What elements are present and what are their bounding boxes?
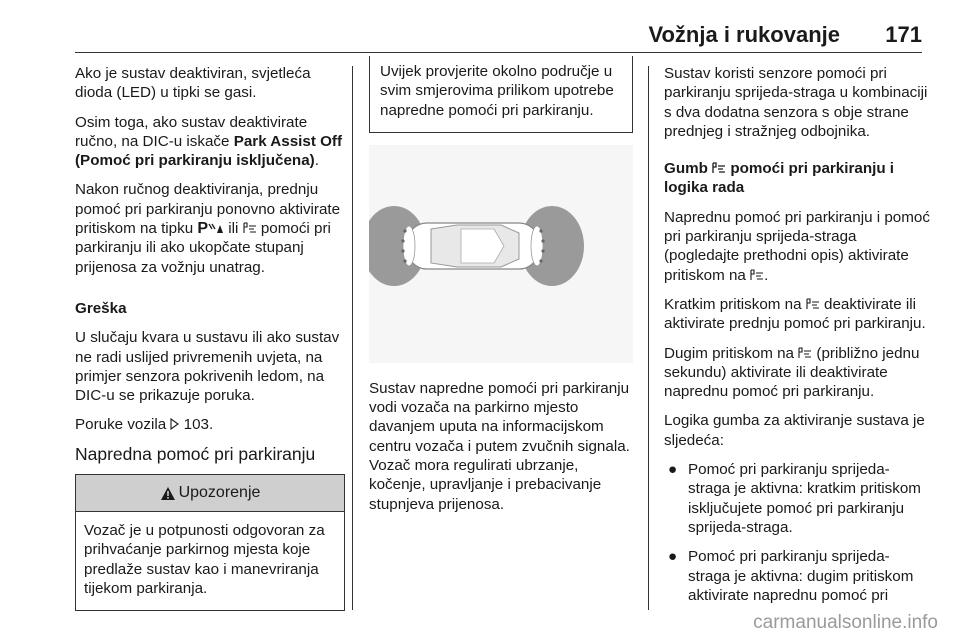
text: Kratkim pritiskom na xyxy=(664,295,806,313)
park-assist-icon xyxy=(806,298,820,310)
advanced-park-assist-description: Sustav napredne pomoći pri parkiranju vodi vozača na parkirno mjesto davanjem uputa na informacijskom centru vozača i putem zvučnih signala. Vozač mora regulirati ubrzanje, kočenje, upravljanje i prebacivanje stupnjeva prijenosa. xyxy=(369,379,630,513)
warning-text: Vozač je u potpunosti odgovoran za prihvaćanje parkirnog mjesta koje predlaže sustav kao i manevriranja tijekom parkiranja. xyxy=(84,522,325,597)
text: Osim toga, ako sustav deaktivirate ručno, na DIC-u iskače xyxy=(75,113,308,150)
text: pomoći pri parkiranju i logika rada xyxy=(664,160,895,197)
text: Poruke vozila xyxy=(75,416,171,434)
car-top-view-image xyxy=(369,145,633,363)
text: Gumb xyxy=(664,160,713,178)
sensors-paragraph: Sustav koristi senzore pomoći pri parkiranju sprijeda-straga u kombinaciji s dva dodatna senzora s obje strane prednjeg i stražnjeg odbojnika. xyxy=(664,65,928,140)
warning-header xyxy=(76,474,344,512)
error-paragraph: U slučaju kvara u sustavu ili ako sustav ne radi uslijed privremenih uvjeta, na primjer senzora pokrivenih ledom, na DIC-u se prikazuje poruka. xyxy=(75,329,340,405)
text: 103. xyxy=(183,416,214,434)
warning-box xyxy=(75,474,345,611)
text: Nakon ručnog deaktiviranja, prednju pomoć pri parkiranju ponovno aktivirate pritiskom na tipku xyxy=(75,181,341,238)
park-assist-icon xyxy=(798,347,812,359)
page-number: 171 xyxy=(885,22,922,47)
column-2 xyxy=(369,56,633,524)
activation-paragraph xyxy=(664,208,930,285)
list-item xyxy=(664,460,930,537)
caution-text: Uvijek provjerite okolno područje u svim smjerovima prilikom upotrebe napredne pomoći pri parkiranju. xyxy=(380,63,614,119)
park-assist-off-message: Park Assist Off (Pomoć pri parkiranju isključena) xyxy=(75,132,343,170)
park-assist-icon xyxy=(243,222,257,234)
long-press-paragraph xyxy=(664,344,930,402)
column-1 xyxy=(75,64,345,611)
vehicle-messages-ref xyxy=(75,415,345,434)
logic-intro-paragraph: Logika gumba za aktiviranje sustava je sljedeća: xyxy=(664,412,925,449)
error-heading: Greška xyxy=(75,299,127,317)
page-header xyxy=(0,0,960,58)
list-item xyxy=(664,547,930,605)
section-heading: Napredna pomoć pri parkiranju xyxy=(75,443,316,464)
header-rule xyxy=(75,52,922,53)
watermark: carmanualsonline.info xyxy=(753,612,938,633)
text: (približno jednu sekundu) aktivirate ili deaktivirate naprednu pomoć pri parkiranju. xyxy=(664,344,920,401)
car-sensor-illustration xyxy=(369,145,633,363)
text: deaktivirate ili aktivirate prednju pomoć pri parkiranju. xyxy=(664,295,926,333)
column-divider-2 xyxy=(648,66,649,610)
page-ref-icon xyxy=(170,418,179,430)
park-assist-icon xyxy=(712,162,726,174)
dic-message-paragraph xyxy=(75,113,345,171)
button-logic-heading xyxy=(664,159,930,198)
led-off-paragraph: Ako je sustav deaktiviran, svjetleća dioda (LED) u tipki se gasi. xyxy=(75,65,311,102)
text: . xyxy=(764,266,769,284)
column-3 xyxy=(664,64,930,615)
caution-box xyxy=(369,56,633,133)
warning-triangle-icon xyxy=(160,486,176,501)
column-divider-1 xyxy=(352,66,353,610)
park-p-icon xyxy=(197,220,224,237)
bullet-marker: ● xyxy=(668,461,678,479)
reactivate-paragraph xyxy=(75,180,345,276)
warning-title: Upozorenje xyxy=(178,484,261,502)
text: . xyxy=(314,152,319,170)
park-p-letter: P xyxy=(197,220,209,238)
list-item-text: Pomoć pri parkiranju sprijeda-straga je aktivna: dugim pritiskom aktivirate naprednu pomoć pri xyxy=(688,548,914,604)
text: ili xyxy=(224,220,243,238)
bullet-marker: ● xyxy=(668,548,678,566)
list-item-text: Pomoć pri parkiranju sprijeda-straga je aktivna: kratkim pritiskom isključujete pomoć pri parkiranju sprijeda-straga. xyxy=(688,461,921,536)
text: Dugim pritiskom na xyxy=(664,344,799,362)
park-assist-icon xyxy=(750,269,764,281)
short-press-paragraph xyxy=(664,295,930,334)
text: pomoći pri parkiranju ili ako ukopčate stupanj prijenosa za vožnju unatrag. xyxy=(75,220,331,276)
text: Naprednu pomoć pri parkiranju i pomoć pri parkiranju sprijeda-straga (pogledajte prethodni opis) aktivirate pritiskom na xyxy=(664,208,930,284)
page-section-title: Vožnja i rukovanje xyxy=(648,22,840,47)
